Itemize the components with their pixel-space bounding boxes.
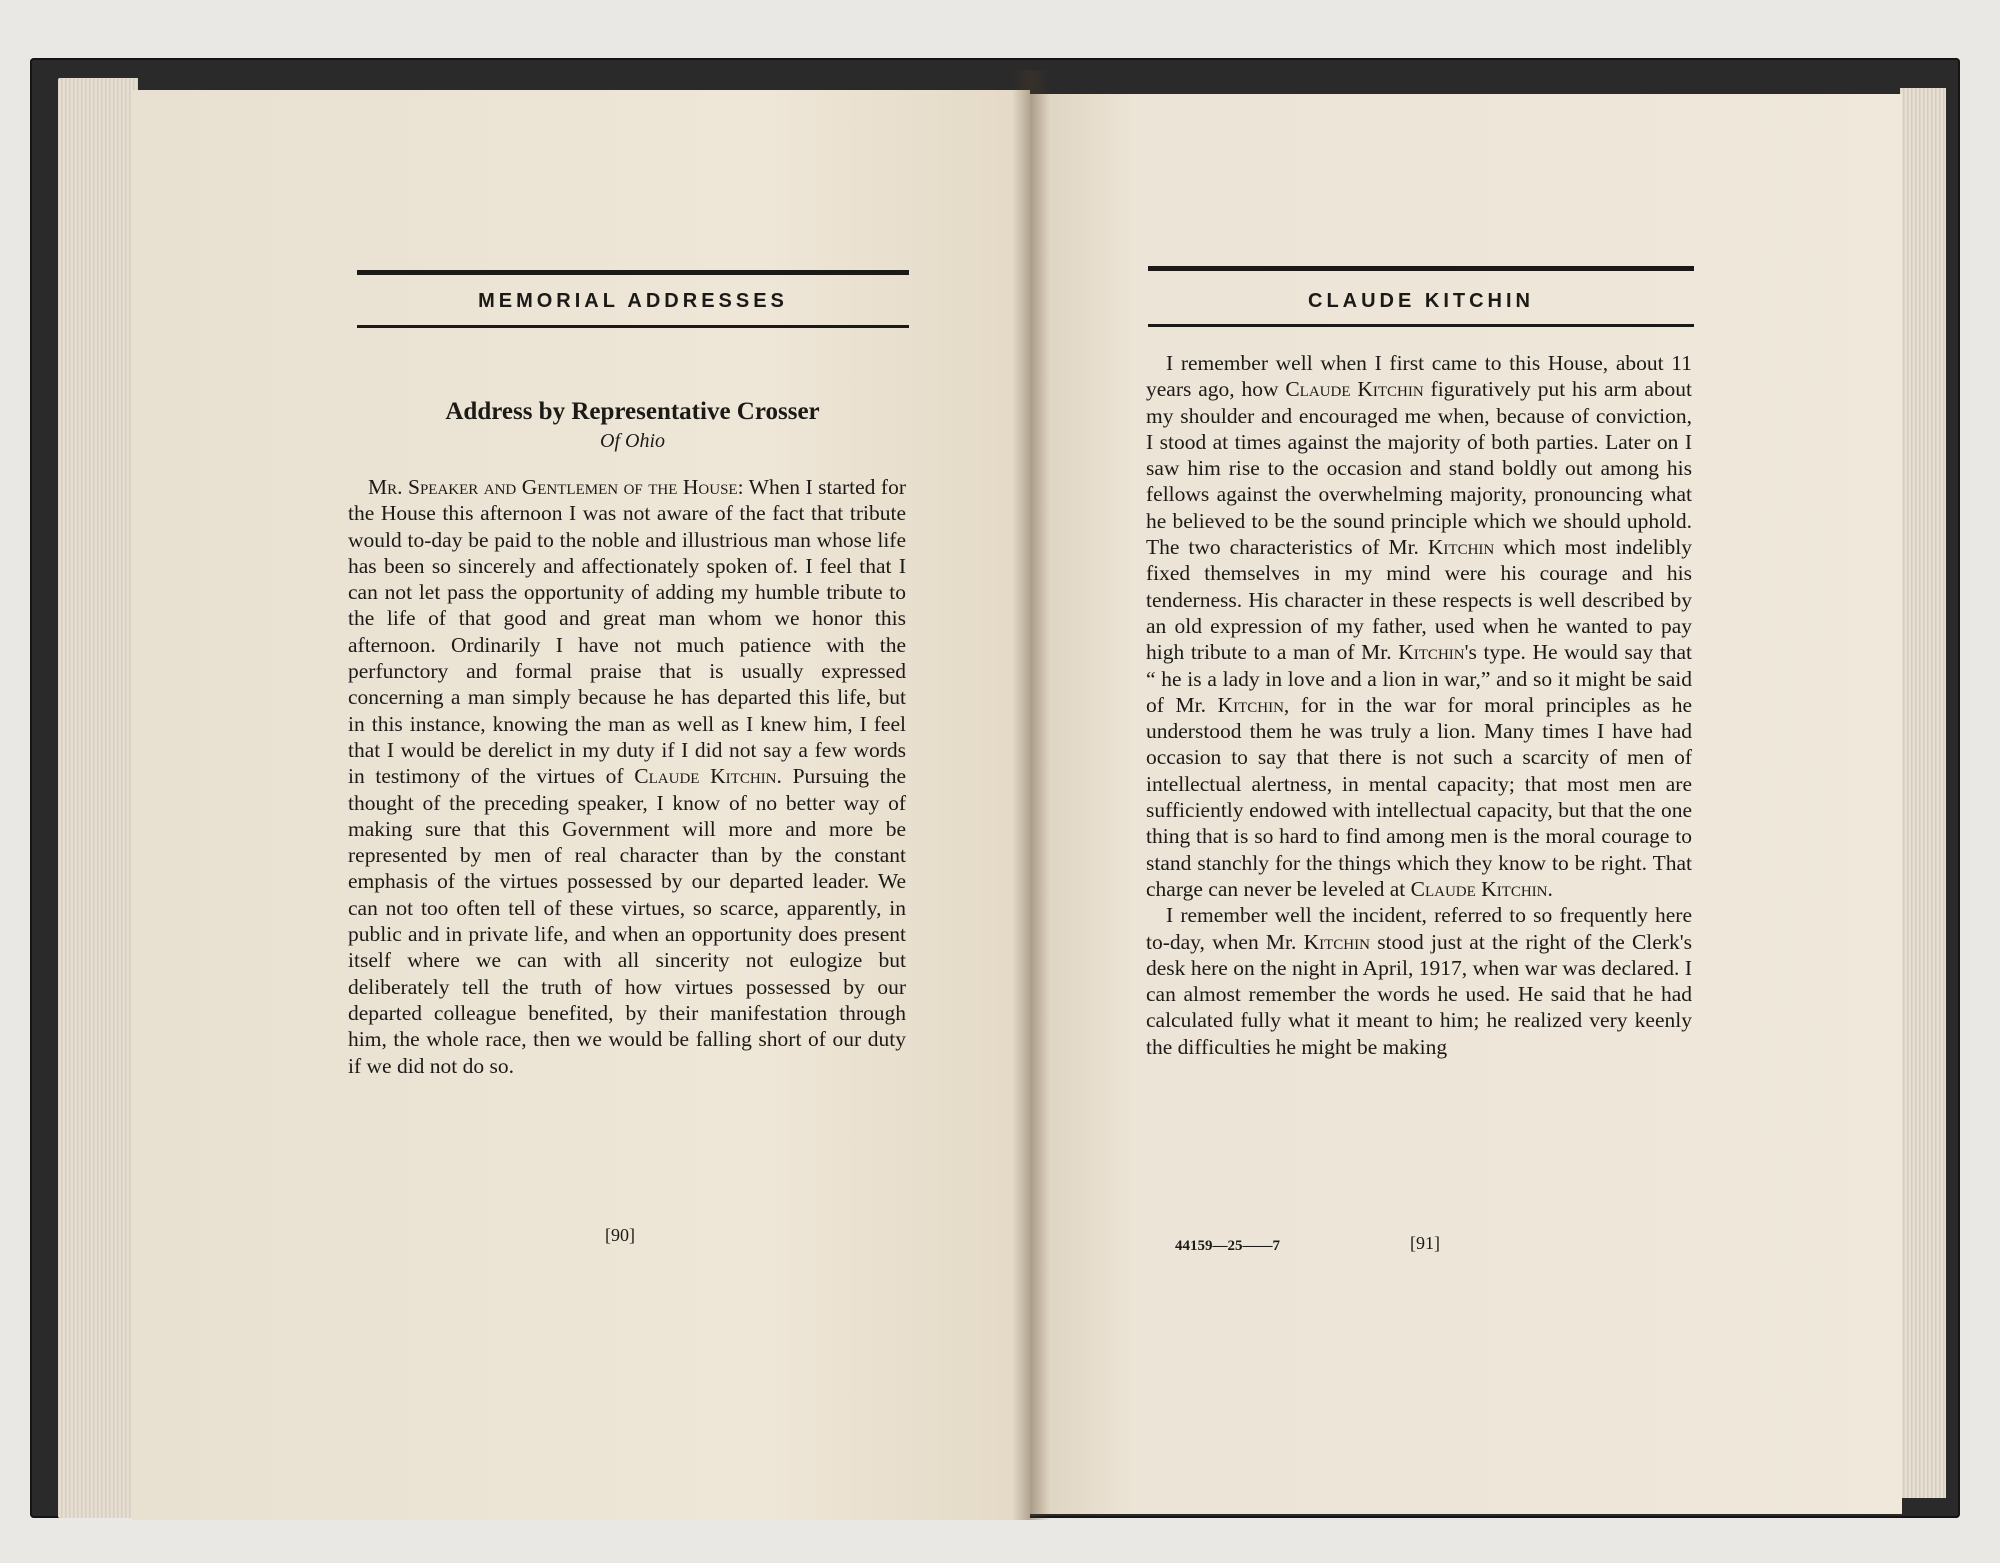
text-run: , for in the war for moral principles as he understood them he was truly a lion. Many times I have had occasion to say that there is not such a scarcity of men of intellectual alertness, in mental capacity; that most men are sufficiently endowed with intellectual capacity, but that the one thing that is so hard to find among men is the moral courage to stand stanchly for the things which they know to be right. That charge can never be leveled at	[1146, 692, 1693, 901]
book-gutter	[1012, 70, 1050, 1520]
address-title: Address by Representative Crosser	[445, 398, 820, 425]
name-kitchin: Kitchin	[1217, 692, 1284, 717]
text-run: 's type. He would say that “ he is a lady in love and a lion in war,” and so it might be said of Mr.	[1146, 640, 1692, 717]
right-top-rule	[1148, 266, 1694, 271]
name-claude-kitchin: Claude Kitchin	[634, 764, 777, 789]
text-run: I remember well the incident, referred to so frequently here to-day, when Mr.	[1146, 903, 1692, 954]
page-edges-left	[58, 78, 138, 1518]
left-para-text: : When I started for the House this afternoon I was not aware of the fact that tribute would to-day be paid to the noble and illustrious man whose life has been so sincerely and affectionately spoken of. I feel that I can not let pass the opportunity of adding my humble tribute to the life of that good and great man whom we honor this afternoon. Ordinarily I have not much patience with the perfunctory and formal praise that is usually expressed concerning a man simply because he has departed this life, but in this instance, knowing the man as well as I knew him, I feel that I would be derelict in my duty if I did not say a few words in testimony of the virtues of	[348, 475, 906, 789]
left-folio: [90]	[605, 1225, 635, 1245]
text-run: .	[1547, 876, 1553, 901]
page-edges-right	[1900, 88, 1946, 1498]
right-paragraph-2	[1146, 902, 1692, 1060]
left-bottom-rule	[357, 325, 909, 328]
left-body	[348, 474, 906, 1079]
name-claude-kitchin: Claude Kitchin	[1410, 876, 1548, 901]
text-run: stood just at the right of the Clerk's desk here on the night in April, 1917, when war was declared. I can almost remember the words he used. He said that he had calculated fully what it meant to him; he realized very keenly the difficulties he might be making	[1146, 929, 1692, 1059]
left-top-rule	[357, 270, 909, 275]
right-body	[1146, 350, 1692, 1060]
text-run: which most indelibly fixed themselves in my mind were his courage and his tenderness. His character in these respects is well described by an old expression of my father, used when he wanted to pay high tribute to a man of Mr.	[1146, 535, 1692, 665]
salutation: Mr. Speaker and Gentlemen of the House	[368, 475, 738, 499]
right-paragraph-1	[1146, 350, 1692, 902]
left-para-text-end: . Pursuing the thought of the preceding speaker, I know of no better way of making sure that this Government will more and more be represented by men of real character than by the constant emphasis of the virtues possessed by our departed leader. We can not too often tell of these virtues, so scarce, apparently, in public and in private life, and when an opportunity does present itself where we can with all sincerity not eulogize but deliberately tell the truth of how virtues possessed by our departed colleague benefited, by their manifestation through him, the whole race, then we would be falling short of our duty if we did not do so.	[348, 764, 906, 1078]
right-bottom-rule	[1148, 324, 1694, 327]
printer-signature: 44159—25——7	[1175, 1238, 1280, 1254]
address-subtitle: Of Ohio	[600, 430, 665, 452]
name-kitchin: Kitchin	[1427, 535, 1495, 560]
right-folio: [91]	[1410, 1233, 1440, 1253]
left-paragraph	[348, 474, 906, 1079]
name-kitchin: Kitchin	[1303, 929, 1370, 954]
name-claude-kitchin: Claude Kitchin	[1285, 377, 1424, 402]
text-run: I remember well when I first came to this House, about 11 years ago, how	[1146, 351, 1692, 402]
left-running-head: MEMORIAL ADDRESSES	[478, 290, 788, 312]
text-run: figuratively put his arm about my shoulder and encouraged me when, because of conviction, I stood at times against the majority of both parties. Later on I saw him rise to the occasion and stand boldly out among his fellows against the overwhelming majority, pronouncing what he believed to be the sound principle which we should uphold. The two characteristics of Mr.	[1146, 377, 1692, 560]
name-kitchin: Kitchin	[1398, 640, 1465, 665]
right-running-head: CLAUDE KITCHIN	[1308, 290, 1534, 312]
